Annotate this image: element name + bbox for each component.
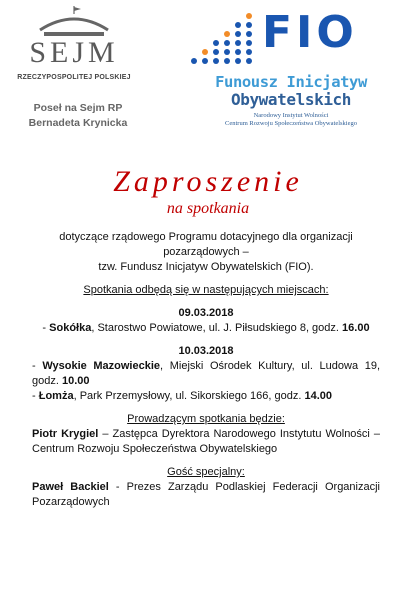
date-1: 09.03.2018 [178, 307, 234, 319]
intro-line1: dotyczące rządowego Programu dotacyjnego dla organizacji [59, 231, 353, 243]
sejm-subtitle: RZECZYPOSPOLITEJ POLSKIEJ [17, 74, 131, 81]
logo-dot [246, 49, 252, 55]
page-subtitle: na spotkania [166, 200, 250, 217]
logo-dot [202, 58, 208, 64]
meeting-2-prefix: - [32, 360, 43, 372]
intro-line3: tzw. Fundusz Inicjatyw Obywatelskich (FIO). [98, 261, 314, 273]
mp-title: Poseł na Sejm RP [33, 102, 123, 114]
host-heading: Prowadzącym spotkania będzie: [127, 413, 285, 425]
mp-name: Bernadeta Krynicka [28, 117, 128, 129]
mp-info [4, 101, 152, 131]
fio-line4: Centrum Rozwoju Społeczeństwa Obywatelskiego [225, 120, 357, 127]
meeting-3-prefix: - [32, 390, 39, 402]
meeting-1-prefix: - [42, 322, 50, 334]
logo-dot [246, 58, 252, 64]
guest-role: - Prezes Zarządu Podlaskiej Federacji Organizacji Pozarządowych [32, 481, 380, 508]
meeting-3-time: 14.00 [304, 390, 332, 402]
logo-dot [246, 31, 252, 37]
logo-dot [235, 31, 241, 37]
fio-acronym: FIO [262, 7, 358, 58]
guest-name: Paweł Backiel [32, 481, 109, 493]
logo-dot [235, 40, 241, 46]
logo-dot [246, 22, 252, 28]
meeting-3 [32, 389, 380, 404]
meeting-1-place: Sokółka [49, 322, 92, 334]
logo-dot [213, 58, 219, 64]
meeting-1-address: , Starostwo Powiatowe, ul. J. Piłsudskiego 8, godz. [91, 322, 343, 334]
logo-dot [246, 13, 252, 19]
logo-dot [224, 58, 230, 64]
meeting-2-place: Wysokie Mazowieckie [42, 360, 161, 372]
date-2: 10.03.2018 [178, 345, 234, 357]
logo-dot [224, 49, 230, 55]
intro-line2: pozarządowych – [163, 246, 249, 258]
meeting-2-time: 10.00 [61, 375, 90, 387]
logo-dot [202, 49, 208, 55]
host-info [32, 427, 380, 457]
invitation-body [32, 230, 380, 510]
dot-grid-icon [188, 6, 260, 66]
meeting-1-time: 16.00 [342, 322, 370, 334]
meeting-2-address: , Miejski Ośrodek Kultury, ul. Ludowa 19, godz. [32, 360, 381, 387]
fio-line1: Funousz Inicjatyw [215, 73, 367, 91]
meeting-2 [32, 359, 380, 389]
guest-info [32, 480, 380, 510]
logo-dot [246, 40, 252, 46]
logo-dot [191, 58, 197, 64]
logo-dot [224, 40, 230, 46]
meetings-heading: Spotkania odbędą się w następujących miejscach: [83, 284, 329, 296]
guest-heading: Gość specjalny: [167, 466, 245, 478]
host-role: – Zastępca Dyrektora Narodowego Instytutu Wolności – Centrum Rozwoju Społeczeństwa Obywatelskiego [32, 428, 381, 455]
logo-dot [213, 40, 219, 46]
meeting-1 [32, 321, 380, 336]
logo-dot [235, 49, 241, 55]
sejm-logo [14, 6, 134, 81]
sejm-building-icon [34, 6, 114, 40]
host-name: Piotr Krygiel [32, 428, 99, 440]
page-title: Zaproszenie [113, 165, 303, 198]
fio-line3: Narodowy Instytut Wolności [253, 112, 329, 119]
meeting-3-place: Łomża [38, 390, 74, 402]
logo-dot [224, 31, 230, 37]
logo-dot [235, 22, 241, 28]
fio-institute [186, 112, 396, 128]
meeting-3-address: , Park Przemysłowy, ul. Sikorskiego 166, godz. [73, 390, 305, 402]
logo-dot [235, 58, 241, 64]
fio-line2: Obywatelskich [230, 90, 352, 109]
sejm-wordmark: SEJM [29, 36, 119, 69]
logo-dot [213, 49, 219, 55]
